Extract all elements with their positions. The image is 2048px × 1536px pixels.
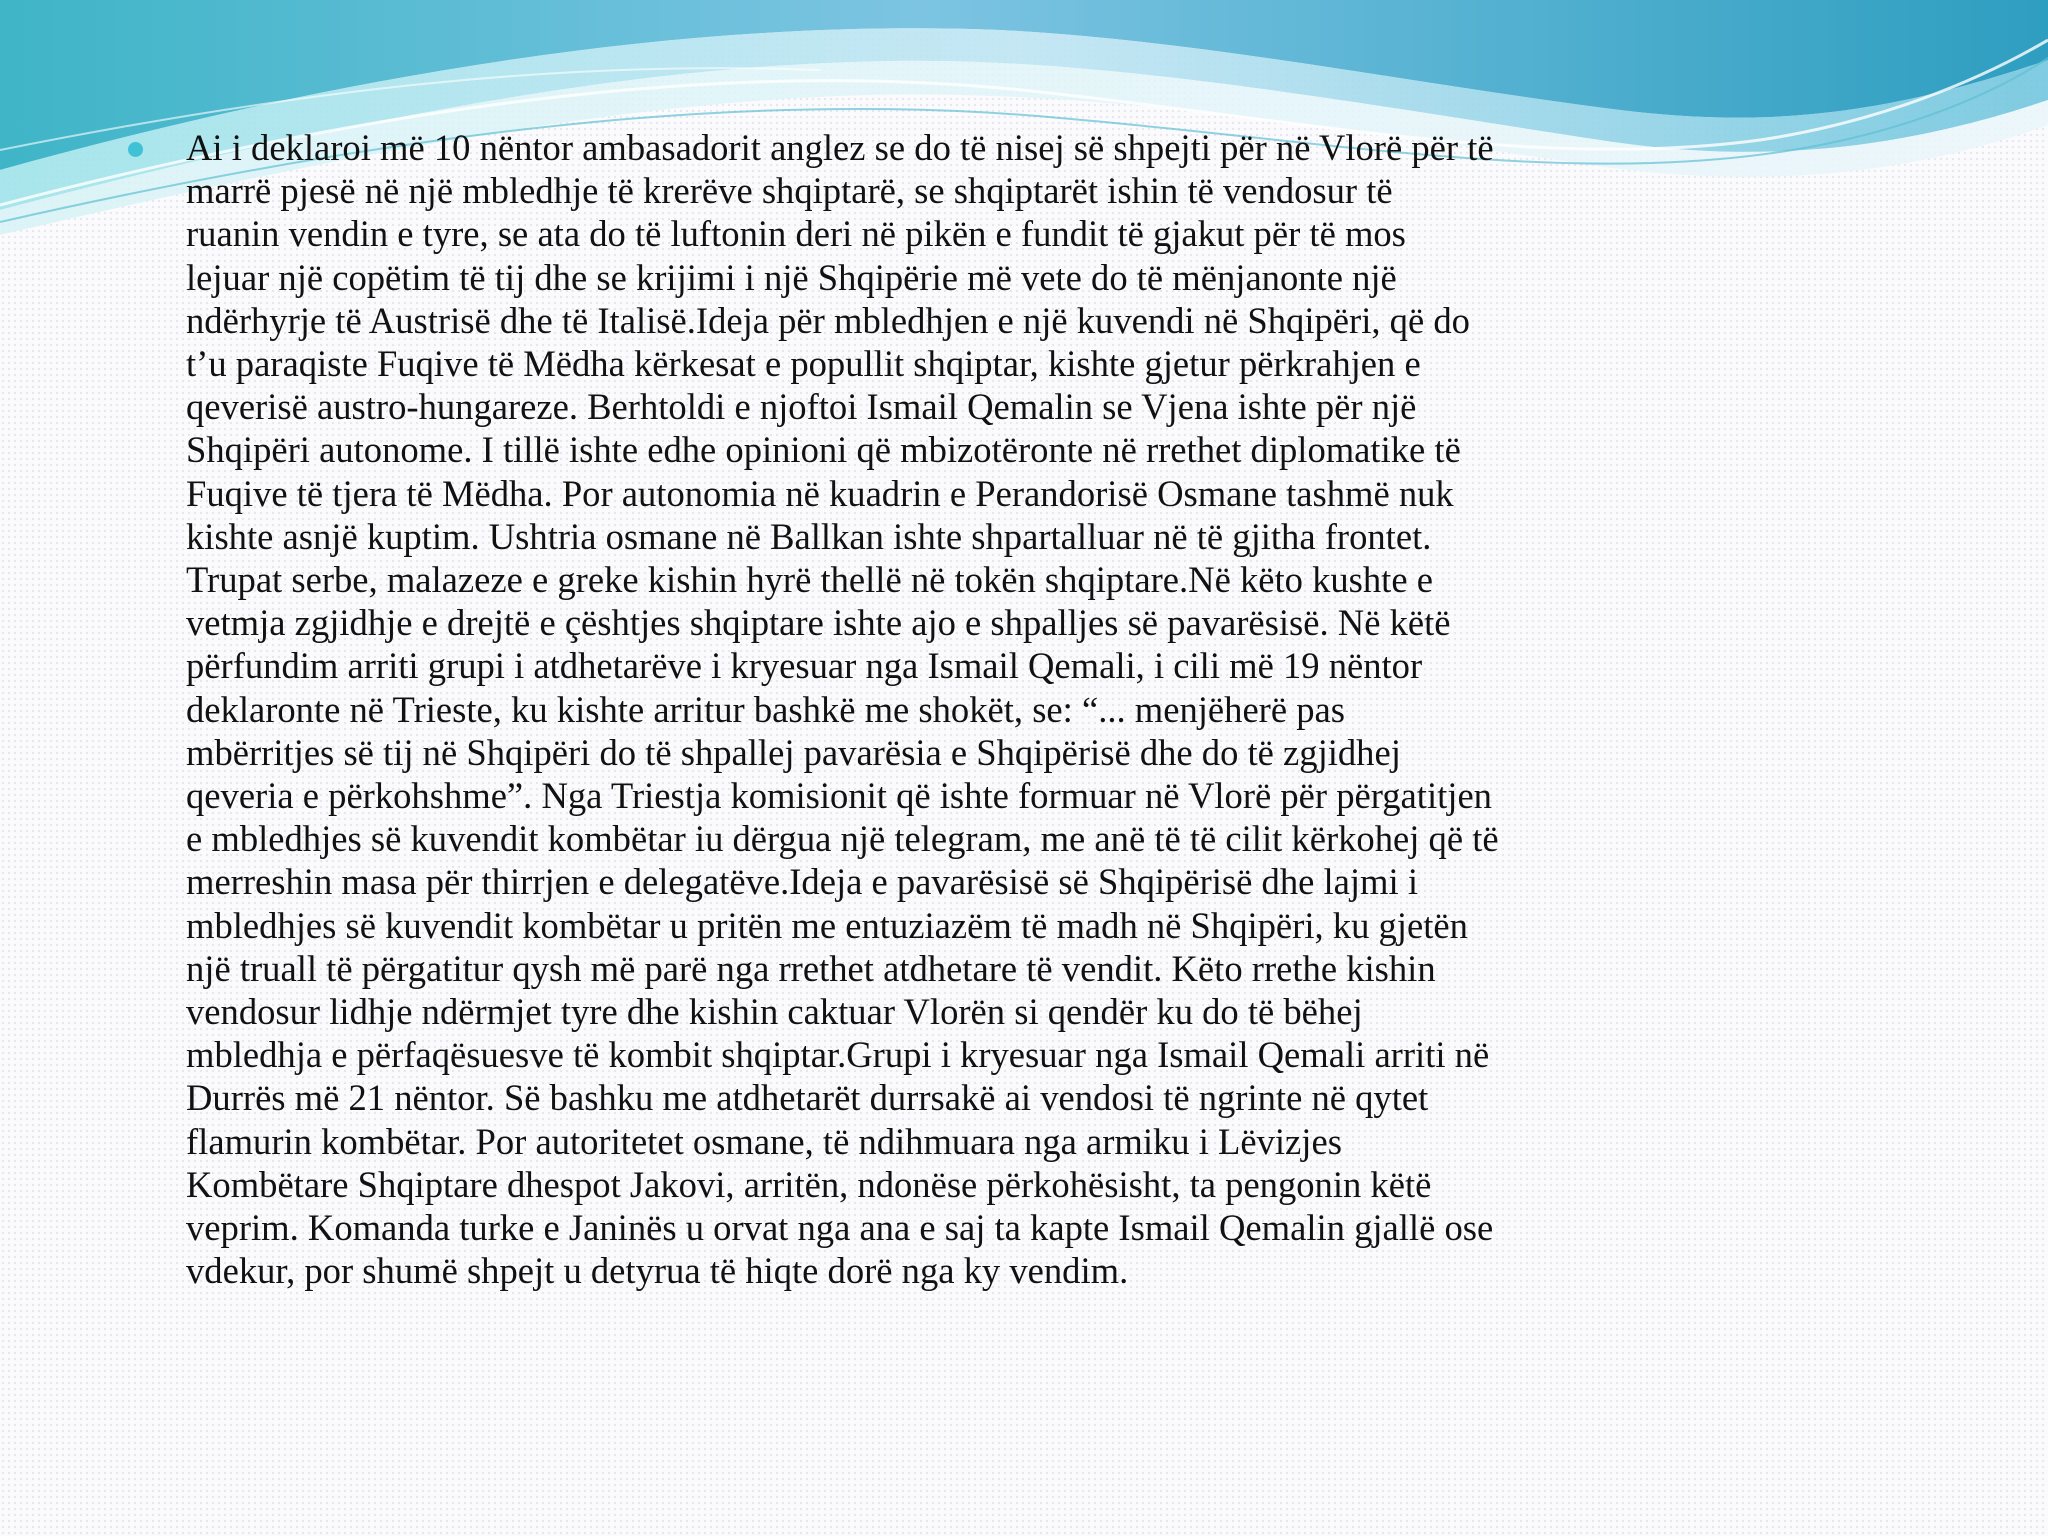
body-paragraph: Ai i deklaroi më 10 nëntor ambasadorit anglez se do të nisej së shpejti për në Vlorë për të marrë pjesë në një mbledhje të krerëve shqiptarë, se shqiptarët ishin të vendosur të ruanin vendin e tyre, se ata do të luftonin deri në pikën e fundit të gjakut për të mos lejuar një copëtim të tij dhe se krijimi i një Shqipërie më vete do të mënjanonte një ndërhyrje të Austrisë dhe të Italisë.Ideja për mbledhjen e një kuvendi në Shqipëri, që do t’u paraqiste Fuqive të Mëdha kërkesat e popullit shqiptar, kishte gjetur përkrahjen e qeverisë austro-hungareze. Berhtoldi e njoftoi Ismail Qemalin se Vjena ishte për një Shqipëri autonome. I tillë ishte edhe opinioni që mbizotëronte në rrethet diplomatike të Fuqive të tjera të Mëdha. Por autonomia në kuadrin e Perandorisë Osmane tashmë nuk kishte asnjë kuptim. Ushtria osmane në Ballkan ishte shpartalluar në të gjitha frontet. Trupat serbe, malazeze e greke kishin hyrë thellë në tokën shqiptare.Në këto kushte e vetmja zgjidhje e drejtë e çështjes shqiptare ishte ajo e shpalljes së pavarësisë. Në këtë përfundim arriti grupi i atdhetarëve i kryesuar nga Ismail Qemali, i cili më 19 nëntor deklaronte në Trieste, ku kishte arritur bashkë me shokët, se: “... menjëherë pas mbërritjes së tij në Shqipëri do të shpallej pavarësia e Shqipërisë dhe do të zgjidhej qeveria e përkohshme”. Nga Triestja komisionit që ishte formuar në Vlorë për përgatitjen e mbledhjes së kuvendit kombëtar iu dërgua një telegram, me anë të të cilit kërkohej që të merreshin masa për thirrjen e delegatëve.Ideja e pavarësisë së Shqipërisë dhe lajmi i mbledhjes së kuvendit kombëtar u pritën me entuziazëm të madh në Shqipëri, ku gjetën një truall të përgatitur qysh më parë nga rrethet atdhetare të vendit. Këto rrethe kishin vendosur lidhje ndërmjet tyre dhe kishin caktuar Vlorën si qendër ku do të bëhej mbledhja e përfaqësuesve të kombit shqiptar.Grupi i kryesuar nga Ismail Qemali arriti në Durrës më 21 nëntor. Së bashku me atdhetarët durrsakë ai vendosi të ngrinte në qytet flamurin kombëtar. Por autoritetet osmane, të ndihmuara nga armiku i Lëvizjes Kombëtare Shqiptare dhespot Jakovi, arritën, ndonëse përkohësisht, ta pengonin këtë veprim. Komanda turke e Janinës u orvat nga ana e saj ta kapte Ismail Qemalin gjallë ose vdekur, por shumë shpejt u detyrua të hiqte dorë nga ky vendim. xyxy=(186,127,1499,1292)
bullet-dot-icon xyxy=(128,142,143,157)
content-area xyxy=(128,126,1928,1292)
